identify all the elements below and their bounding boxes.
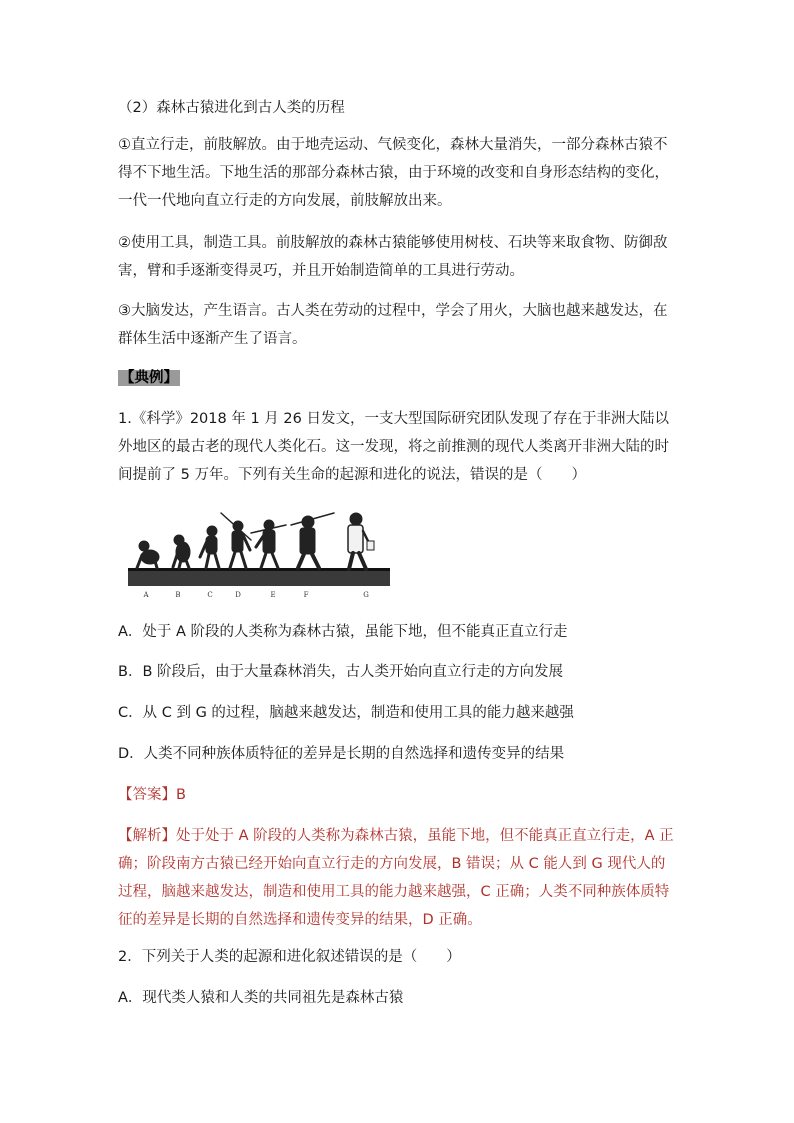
q1-option-a: A．处于 A 阶段的人类称为森林古猿，虽能下地，但不能真正直立行走 [118, 624, 568, 640]
q1-option-b: B．B 阶段后，由于大量森林消失，古人类开始向直立行走的方向发展 [118, 664, 564, 680]
stage-g-figure [348, 513, 374, 569]
figure-label-g: G [363, 591, 369, 599]
human-evolution-figure [126, 505, 402, 605]
q1-option-d: D．人类不同种族体质特征的差异是长期的自然选择和遗传变异的结果 [118, 746, 565, 762]
figure-label-b: B [175, 591, 181, 599]
figure-label-c: C [207, 591, 213, 599]
q1-option-c: C．从 C 到 G 的过程，脑越来越发达，制造和使用工具的能力越来越强 [118, 705, 574, 721]
example-tag: 【典例】 [120, 370, 178, 386]
q2-option-a: A．现代类人猿和人类的共同祖先是森林古猿 [118, 990, 404, 1006]
point-3: ③大脑发达，产生语言。古人类在劳动的过程中，学会了用火，大脑也越来越发达，在群体生活中逐渐产生了语言。 [118, 303, 668, 347]
figure-label-f: F [303, 591, 309, 599]
figure-label-d: D [235, 591, 241, 599]
stage-d-figure [221, 513, 251, 568]
q2-stem: 2．下列关于人类的起源和进化叙述错误的是（ ） [118, 949, 461, 965]
q1-analysis [118, 822, 678, 934]
stage-f-figure [291, 513, 334, 568]
answer-label: 【答案】 [118, 787, 176, 803]
stage-b-figure [173, 535, 190, 568]
figure-label-a: A [143, 591, 149, 599]
stage-c-figure [200, 526, 219, 568]
analysis-text: 处于处于 A 阶段的人类称为森林古猿，虽能下地，但不能真正直立行走，A 正确；阶段南方古猿已经开始向直立行走的方向发展，B 错误；从 C 能人到 G 现代人的过程，脑越来越发达，制造和使用工具的能力越来越强，C 正确；人类不同种族体质特征的差异是长期的自然选择和遗传变异的结果，D 正确。 [118, 828, 674, 928]
figure-label-e: E [270, 591, 276, 599]
point-1: ①直立行走，前肢解放。由于地壳运动、气候变化，森林大量消失，一部分森林古猿不得不下地生活。下地生活的那部分森林古猿，由于环境的改变和自身形态结构的变化，一代一代地向直立行走的方向发展，前肢解放出来。 [118, 137, 669, 209]
q1-stem: 1.《科学》2018 年 1 月 26 日发文，一支大型国际研究团队发现了存在于非洲大陆以外地区的最古老的现代人类化石。这一发现，将之前推测的现代人类离开非洲大陆的时间提前了 5 万年。下列有关生命的起源和进化的说法，错误的是（ ） [118, 411, 669, 483]
example-tag-line [118, 364, 678, 392]
stage-a-figure [137, 541, 159, 568]
answer-value: B [176, 787, 186, 803]
point-2: ②使用工具，制造工具。前肢解放的森林古猿能够使用树枝、石块等来取食物、防御敌害，臂和手逐渐变得灵巧，并且开始制造简单的工具进行劳动。 [118, 235, 668, 279]
stage-e-figure [251, 520, 286, 568]
analysis-label: 【解析】 [118, 828, 176, 844]
section-heading: （2）森林古猿进化到古人类的历程 [118, 100, 345, 116]
q1-answer [118, 781, 678, 809]
